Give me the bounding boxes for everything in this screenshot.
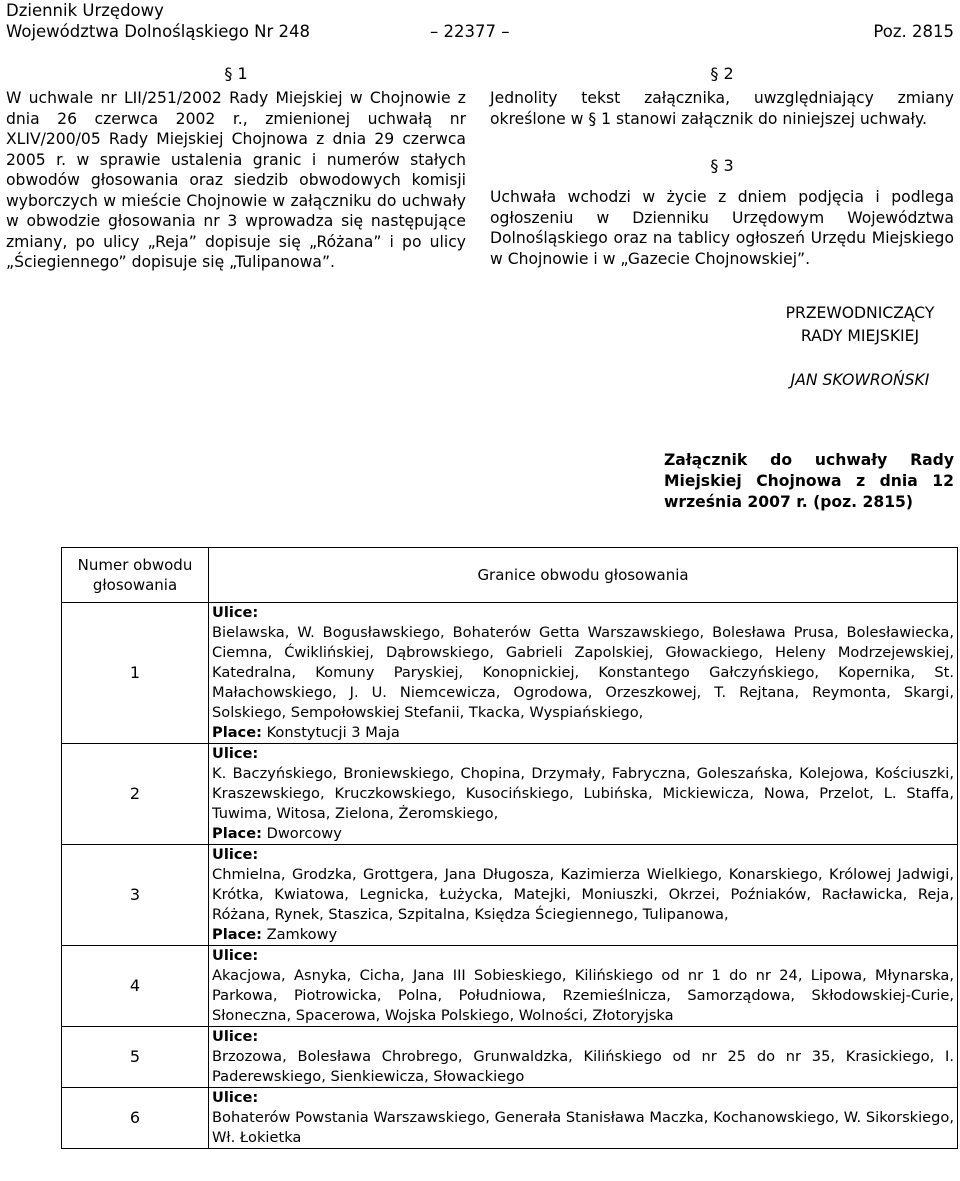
- section-1-text: W uchwale nr LII/251/2002 Rady Miejskiej w Chojnowie z dnia 26 czerwca 2002 r., zmienionej uchwałą nr XLIV/200/05 Rady Miejskiej Chojnowa z dnia 29 czerwca 2005 r. w sprawie ustalenia granic i numerów stałych obwodów głosowania oraz siedzib obwodowych komisji wyborczych w mieście Chojnowie w załączniku do uchwały w obwodzie głosowania nr 3 wprowadza się następujące zmiany, po ulicy „Reja” dopisuje się „Różana” i po ulicy „Ściegiennego” dopisuje się „Tulipanowa”.: [6, 89, 466, 271]
- district-number: 5: [62, 1027, 209, 1088]
- table-header-row: [62, 548, 958, 603]
- section-1-heading: § 1: [224, 64, 248, 83]
- district-number: 6: [62, 1088, 209, 1149]
- section-2-text: Jednolity tekst załącznika, uwzględniający zmiany określone w § 1 stanowi załącznik do niniejszej uchwały.: [490, 89, 954, 128]
- annex-title: Załącznik do uchwały Rady Miejskiej Chojnowa z dnia 12 września 2007 r. (poz. 2815): [664, 451, 954, 511]
- district-bounds: [209, 603, 958, 744]
- column-header-bounds: Granice obwodu głosowania: [209, 548, 958, 603]
- table-row: [62, 946, 958, 1027]
- streets-list: K. Baczyńskiego, Broniewskiego, Chopina, Drzymały, Fabryczna, Goleszańska, Kolejowa, Kościuszki, Kraszewskiego, Kruczkowskiego, Kusocińskiego, Lubińska, Mickiewicza, Nowa, Przelot, L. Staffa, Tuwima, Witosa, Zielona, Żeromskiego,: [212, 765, 954, 822]
- streets-label: Ulice:: [212, 1089, 259, 1106]
- district-number: 2: [62, 744, 209, 845]
- streets-label: Ulice:: [212, 1028, 259, 1045]
- district-bounds: [209, 1027, 958, 1088]
- streets-list: Bielawska, W. Bogusławskiego, Bohaterów Getta Warszawskiego, Bolesława Prusa, Bolesławiecka, Ciemna, Ćwiklińskiej, Dąbrowskiego, Gabrieli Zapolskiej, Głowackiego, Heleny Modrzejewskiej, Katedralna, Komuny Paryskiej, Konopnickiej, Konstantego Gałczyńskiego, Kopernika, St. Małachowskiego, J. U. Niemcewicza, Ogrodowa, Orzeszkowej, T. Rejtana, Reymonta, Skargi, Solskiego, Sempołowskiej Stefanii, Tkacka, Wyspiańskiego,: [212, 624, 954, 721]
- streets-list: Akacjowa, Asnyka, Cicha, Jana III Sobieskiego, Kilińskiego od nr 1 do nr 24, Lipowa, Młynarska, Parkowa, Piotrowicka, Polna, Południowa, Rzemieślnicza, Samorządowa, Skłodowskiej-Curie, Słoneczna, Spacerowa, Wojska Polskiego, Wolności, Złotoryjska: [212, 967, 954, 1024]
- signature-name: JAN SKOWROŃSKI: [790, 371, 930, 389]
- table-row: [62, 1088, 958, 1149]
- streets-list: Bohaterów Powstania Warszawskiego, Generała Stanisława Maczka, Kochanowskiego, W. Sikorskiego, Wł. Łokietka: [212, 1109, 954, 1146]
- streets-label: Ulice:: [212, 846, 259, 863]
- square-label: Place:: [212, 724, 262, 741]
- district-bounds: [209, 1088, 958, 1149]
- square-name: Zamkowy: [266, 926, 338, 943]
- journal-issue: Województwa Dolnośląskiego Nr 248: [6, 22, 311, 41]
- table-row: [62, 744, 958, 845]
- square-line: [212, 925, 954, 945]
- streets-label: Ulice:: [212, 604, 259, 621]
- table-row: [62, 603, 958, 744]
- square-label: Place:: [212, 926, 262, 943]
- district-bounds: [209, 744, 958, 845]
- district-bounds: [209, 946, 958, 1027]
- streets-list: Brzozowa, Bolesława Chrobrego, Grunwaldzka, Kilińskiego od nr 25 do nr 35, Krasickiego, I. Paderewskiego, Sienkiewicza, Słowackiego: [212, 1048, 954, 1085]
- column-header-number: Numer obwodu głosowania: [62, 548, 209, 603]
- section-2-heading: § 2: [710, 64, 734, 83]
- voting-districts-table: [61, 547, 958, 1149]
- signature-title-2: RADY MIEJSKIEJ: [800, 327, 920, 345]
- position-number: Poz. 2815: [873, 22, 954, 41]
- square-label: Place:: [212, 825, 262, 842]
- streets-label: Ulice:: [212, 947, 259, 964]
- district-number: 1: [62, 603, 209, 744]
- journal-title: Dziennik Urzędowy: [6, 1, 164, 20]
- section-3-heading: § 3: [710, 156, 734, 175]
- square-line: [212, 723, 954, 743]
- district-bounds: [209, 845, 958, 946]
- table-row: [62, 1027, 958, 1088]
- streets-label: Ulice:: [212, 745, 259, 762]
- signature-title-1: PRZEWODNICZĄCY: [785, 304, 935, 322]
- page-number: – 22377 –: [430, 22, 510, 41]
- square-name: Konstytucji 3 Maja: [266, 724, 400, 741]
- table-row: [62, 845, 958, 946]
- square-name: Dworcowy: [266, 825, 342, 842]
- square-line: [212, 824, 954, 844]
- section-3-text: Uchwała wchodzi w życie z dniem podjęcia i podlega ogłoszeniu w Dzienniku Urzędowym Województwa Dolnośląskiego oraz na tablicy ogłoszeń Urzędu Miejskiego w Chojnowie i w „Gazecie Chojnowskiej”.: [490, 188, 954, 268]
- district-number: 4: [62, 946, 209, 1027]
- streets-list: Chmielna, Grodzka, Grottgera, Jana Długosza, Kazimierza Wielkiego, Konarskiego, Królowej Jadwigi, Krótka, Kwiatowa, Legnicka, Łużycka, Matejki, Moniuszki, Okrzei, Poźniaków, Racławicka, Reja, Różana, Rynek, Staszica, Szpitalna, Księdza Ściegiennego, Tulipanowa,: [212, 866, 954, 923]
- district-number: 3: [62, 845, 209, 946]
